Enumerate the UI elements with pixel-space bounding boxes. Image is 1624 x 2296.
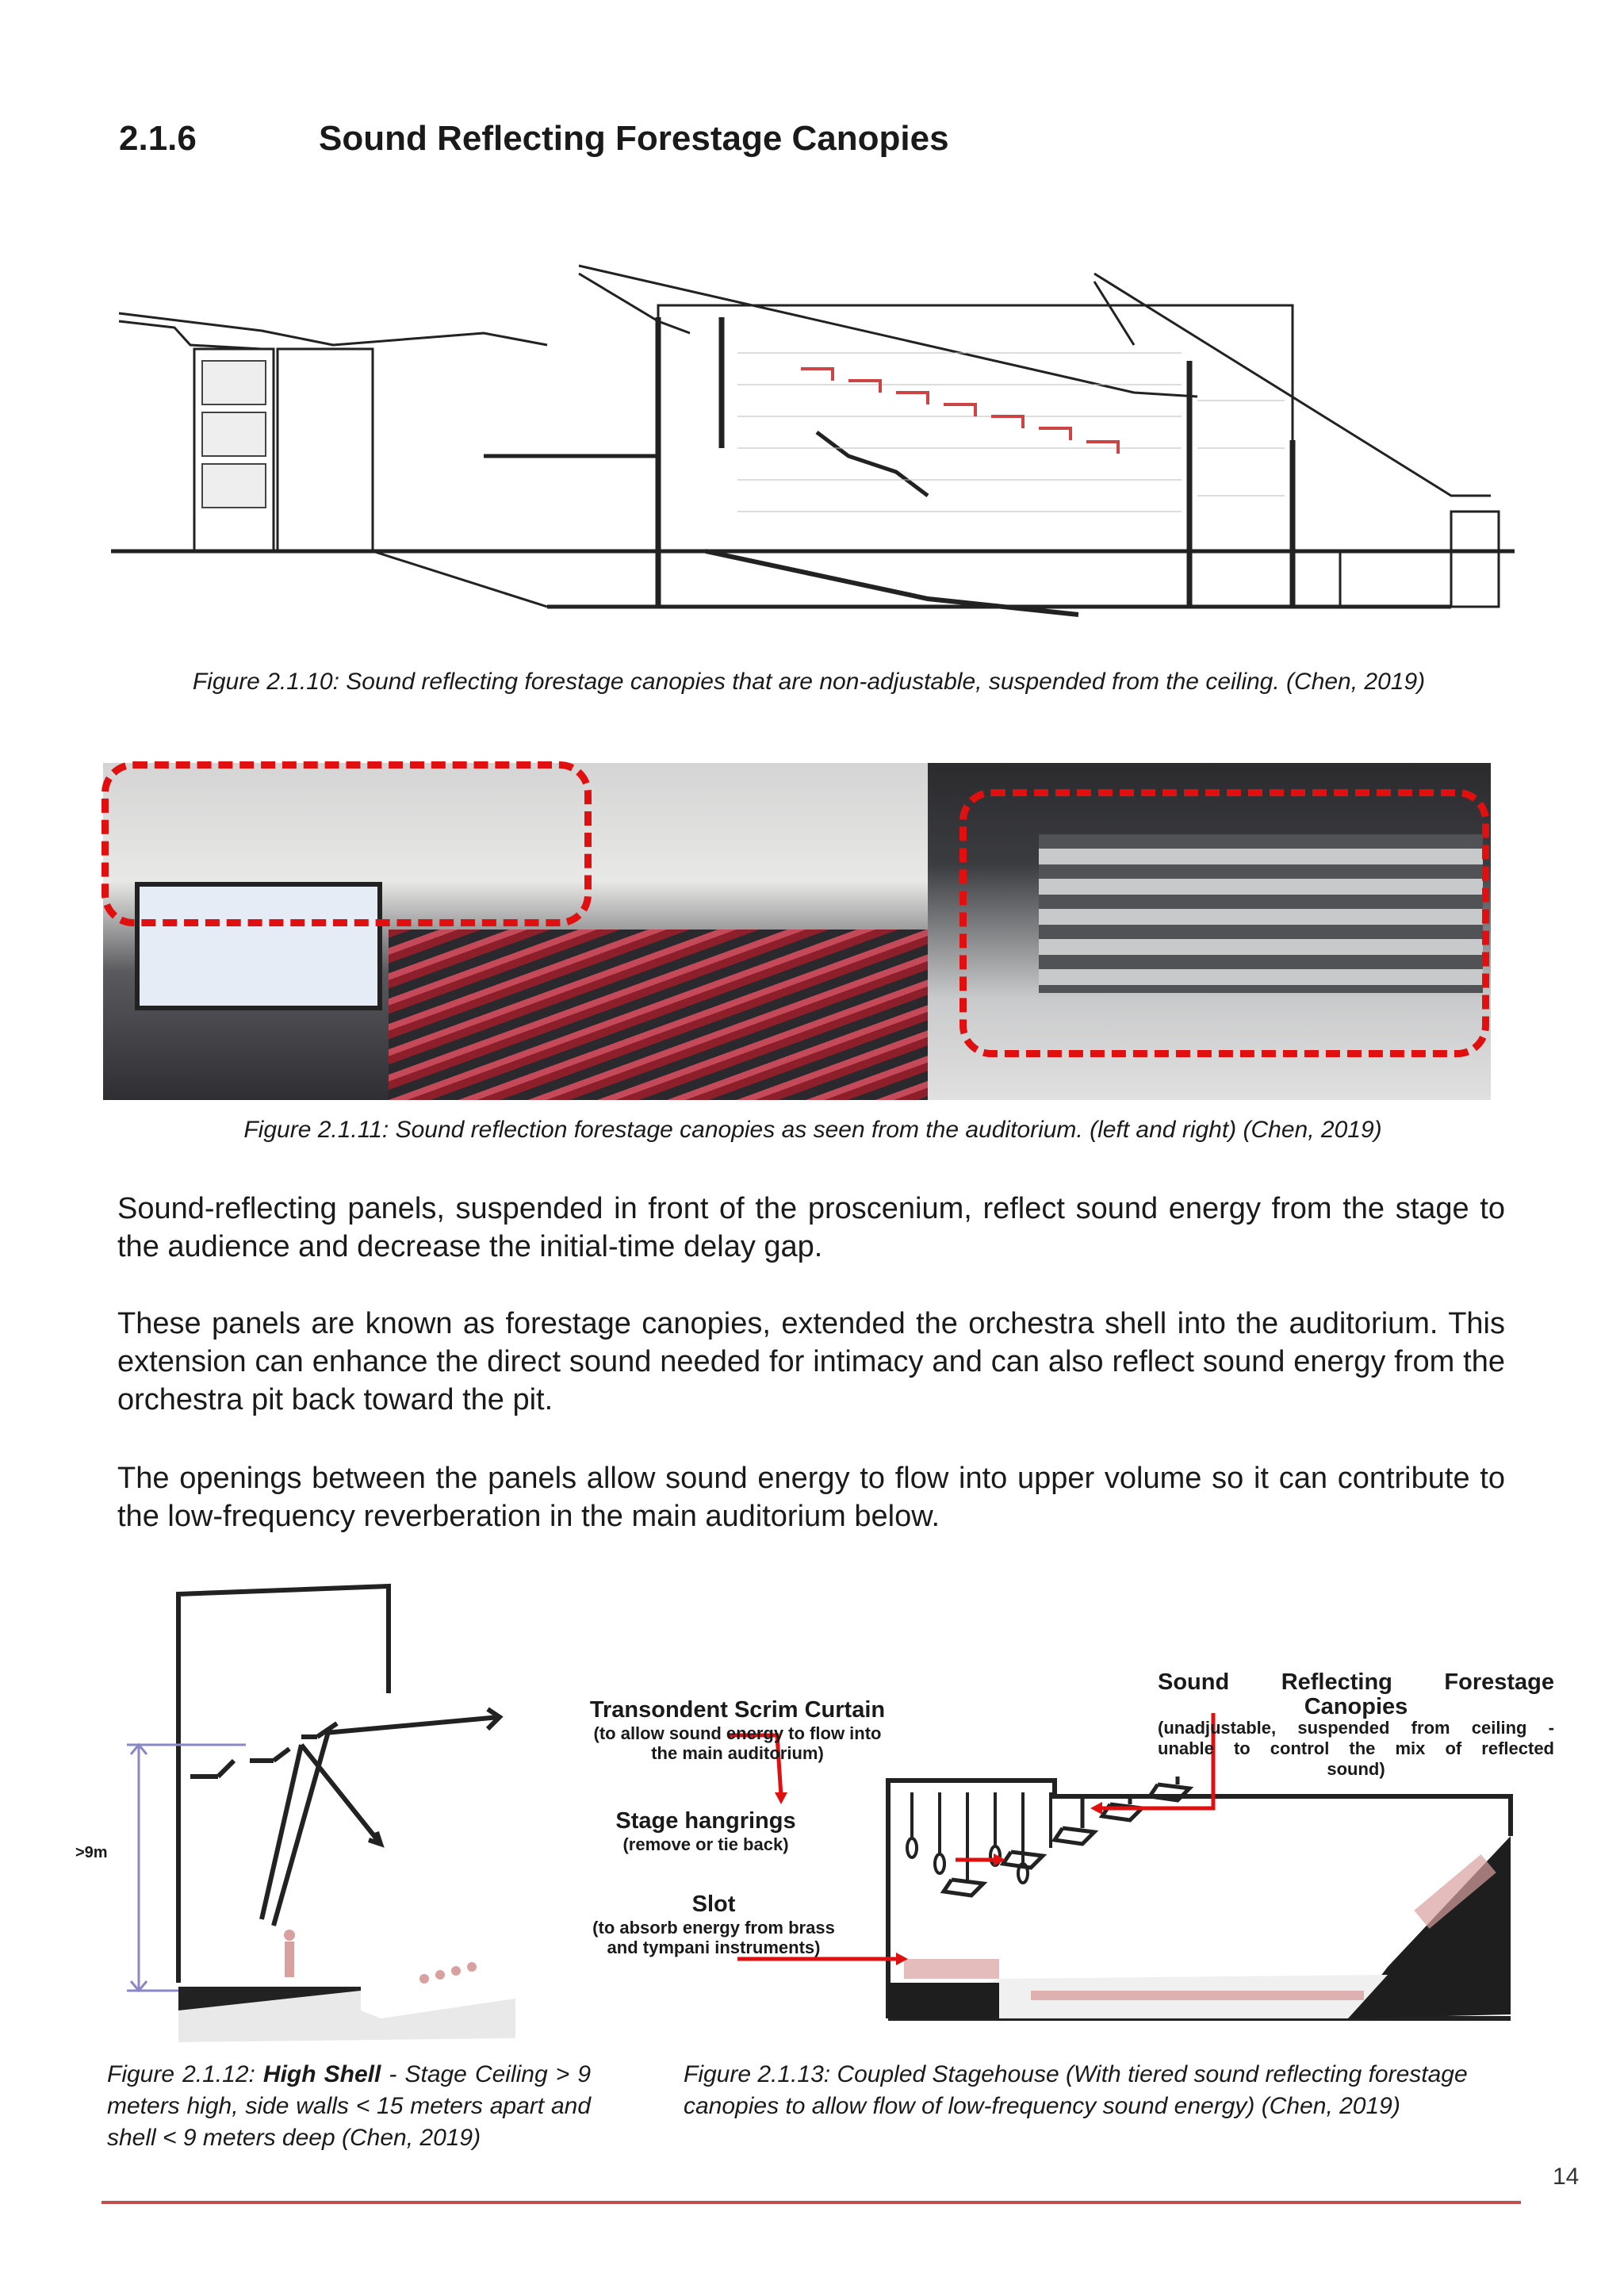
figure-2-1-10-section-drawing: [103, 258, 1522, 654]
slot-title: Slot: [691, 1892, 736, 1917]
figure-2-1-12-high-shell-diagram: [63, 1578, 539, 2054]
slot-note-1: (to absorb energy from brass: [592, 1918, 835, 1938]
figure-2-1-13-caption: Figure 2.1.13: Coupled Stagehouse (With tiered sound reflecting forestage canopies to allow flow of low-frequency sound energy) (Chen, 2019): [684, 2061, 1468, 2119]
dimension-label: >9m: [75, 1844, 108, 1861]
highlight-frame-right: [959, 789, 1489, 1057]
scrim-curtain-note-2: the main auditorium): [651, 1743, 824, 1763]
footer-rule: [102, 2201, 1521, 2204]
figure-2-1-11-caption: Figure 2.1.11: Sound reflection forestage canopies as seen from the auditorium. (left and right) (Chen, 2019): [243, 1117, 1382, 1143]
figure-2-1-12-caption-bold: High Shell: [262, 2061, 381, 2087]
stage-hangrings-note: (remove or tie back): [622, 1834, 789, 1854]
canopy-title-1: Sound Reflecting Forestage: [1158, 1669, 1554, 1695]
stage-hangrings-label: [587, 1808, 825, 1855]
figure-2-1-12-caption-rest: - Stage Ceiling > 9 meters high, side walls < 15 meters apart and shell < 9 meters deep (Chen, 2019): [107, 2061, 591, 2151]
body-paragraph-1: Sound-reflecting panels, suspended in front of the proscenium, reflect sound energy from the stage to the audience and decrease the initial-time delay gap.: [117, 1192, 1505, 1263]
canopy-title-2: Canopies: [1304, 1694, 1408, 1719]
scrim-curtain-note-1: (to allow sound energy to flow into: [593, 1723, 882, 1743]
seating-rows: [389, 930, 928, 1100]
canopy-note-2: unable to control the mix of reflected: [1158, 1738, 1554, 1758]
canopy-label: [1158, 1669, 1554, 1780]
scrim-curtain-label: [555, 1697, 920, 1763]
highlight-frame-left: [102, 761, 592, 926]
page-number: 14: [1553, 2164, 1580, 2190]
body-paragraph-2: These panels are known as forestage canopies, extended the orchestra shell into the auditorium. This extension can enhance the direct sound needed for intimacy and can also reflect sound energy from the orchestra pit back toward the pit.: [117, 1307, 1505, 1416]
canopy-note-3: sound): [1327, 1759, 1385, 1779]
section-heading: [119, 119, 949, 159]
figure-2-1-12-caption-prefix: Figure 2.1.12:: [107, 2061, 263, 2087]
figure-2-1-10-caption: Figure 2.1.10: Sound reflecting forestage canopies that are non-adjustable, suspended from the ceiling. (Chen, 2019): [192, 669, 1426, 695]
stage-hangrings-title: Stage hangrings: [615, 1808, 796, 1834]
scrim-curtain-title: Transondent Scrim Curtain: [589, 1697, 886, 1723]
section-title: Sound Reflecting Forestage Canopies: [319, 119, 949, 158]
figure-2-1-12-caption: [107, 2059, 591, 2154]
body-paragraph-3: The openings between the panels allow sound energy to flow into upper volume so it can contribute to the low-frequency reverberation in the main auditorium below.: [117, 1462, 1505, 1533]
slot-label: [555, 1892, 872, 1957]
slot-note-2: and tympani instruments): [607, 1938, 821, 1957]
canopy-note-1: (unadjustable, suspended from ceiling -: [1158, 1718, 1554, 1738]
section-number: 2.1.6: [119, 119, 197, 158]
